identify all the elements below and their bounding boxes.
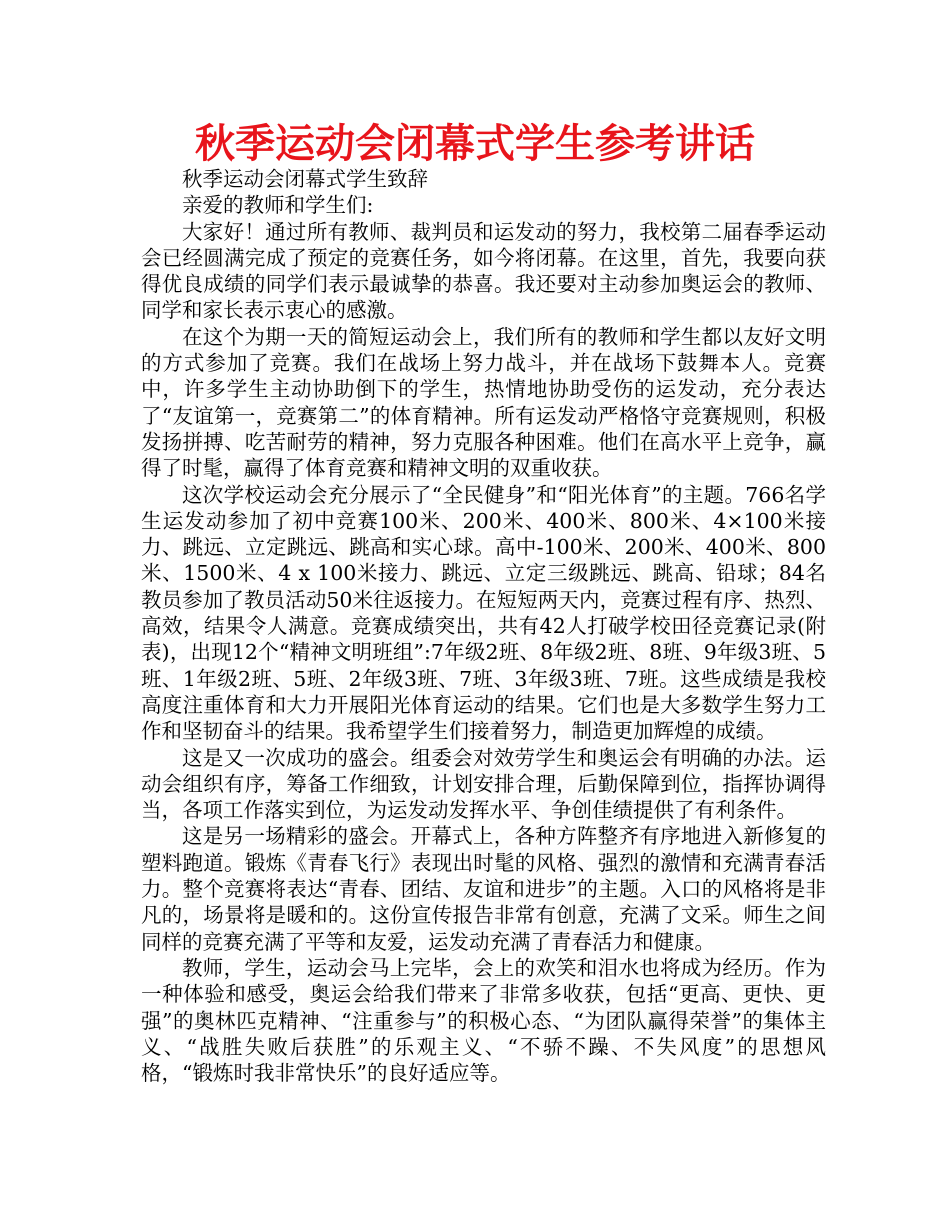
- body-paragraph: 在这个为期一天的简短运动会上，我们所有的教师和学生都以友好文明的方式参加了竞赛。我们在战场上努力战斗，并在战场下鼓舞本人。竞赛中，许多学生主动协助倒下的学生，热情地协助受伤的运发动，充分表达了“友谊第一，竞赛第二”的体育精神。所有运发动严格恪守竞赛规则，积极发扬拼搏、吃苦耐劳的精神，努力克服各种困难。他们在高水平上竞争，赢得了时髦，赢得了体育竞赛和精神文明的双重收获。: [141, 324, 826, 481]
- document-title: 秋季运动会闭幕式学生参考讲话: [195, 121, 755, 167]
- subtitle-paragraph: 秋季运动会闭幕式学生致辞: [182, 167, 428, 191]
- salutation-paragraph: 亲爱的教师和学生们:: [182, 193, 374, 218]
- body-paragraph: 大家好！通过所有教师、裁判员和运发动的努力，我校第二届春季运动会已经圆满完成了预定的竞赛任务，如今将闭幕。在这里，首先，我要向获得优良成绩的同学们表示最诚挚的恭喜。我还要对主动参加奥运会的教师、同学和家长表示衷心的感激。: [141, 219, 826, 323]
- body-paragraph: 这是另一场精彩的盛会。开幕式上，各种方阵整齐有序地进入新修复的塑料跑道。锻炼《青春飞行》表现出时髦的风格、强烈的激情和充满青春活力。整个竞赛将表达“青春、团结、友谊和进步”的主题。入口的风格将是非凡的，场景将是暖和的。这份宣传报告非常有创意，充满了文采。师生之间同样的竞赛充满了平等和友爱，运发动充满了青春活力和健康。: [141, 824, 826, 954]
- body-paragraph: 教师，学生，运动会马上完毕，会上的欢笑和泪水也将成为经历。作为一种体验和感受，奥运会给我们带来了非常多收获，包括“更高、更快、更强”的奥林匹克精神、“注重参与”的积极心态、“为团队赢得荣誉”的集体主义、“战胜失败后获胜”的乐观主义、“不骄不躁、不失风度”的思想风格，“锻炼时我非常快乐”的良好适应等。: [141, 955, 826, 1086]
- body-paragraph: 这是又一次成功的盛会。组委会对效劳学生和奥运会有明确的办法。运动会组织有序，筹备工作细致，计划安排合理，后勤保障到位，指挥协调得当，各项工作落实到位，为运发动发挥水平、争创佳绩提供了有利条件。: [141, 745, 826, 823]
- document-body: [141, 166, 826, 1086]
- body-paragraph: 这次学校运动会充分展示了“全民健身”和“阳光体育”的主题。766名学生运发动参加了初中竞赛100米、200米、400米、800米、4×100米接力、跳远、立定跳远、跳高和实心球。高中-100米、200米、400米、800米、1500米、4 x 100米接力、跳远、立定三级跳远、跳高、铅球；84名教员参加了教员活动50米往返接力。在短短两天内，竞赛过程有序、热烈、高效，结果令人满意。竞赛成绩突出，共有42人打破学校田径竞赛记录(附表)，出现12个“精神文明班组”:7年级2班、8年级2班、8班、9年级3班、5班、1年级2班、5班、2年级3班、7班、3年级3班、7班。这些成绩是我校高度注重体育和大力开展阳光体育运动的结果。它们也是大多数学生努力工作和坚韧奋斗的结果。我希望学生们接着努力，制造更加辉煌的成绩。: [141, 482, 826, 744]
